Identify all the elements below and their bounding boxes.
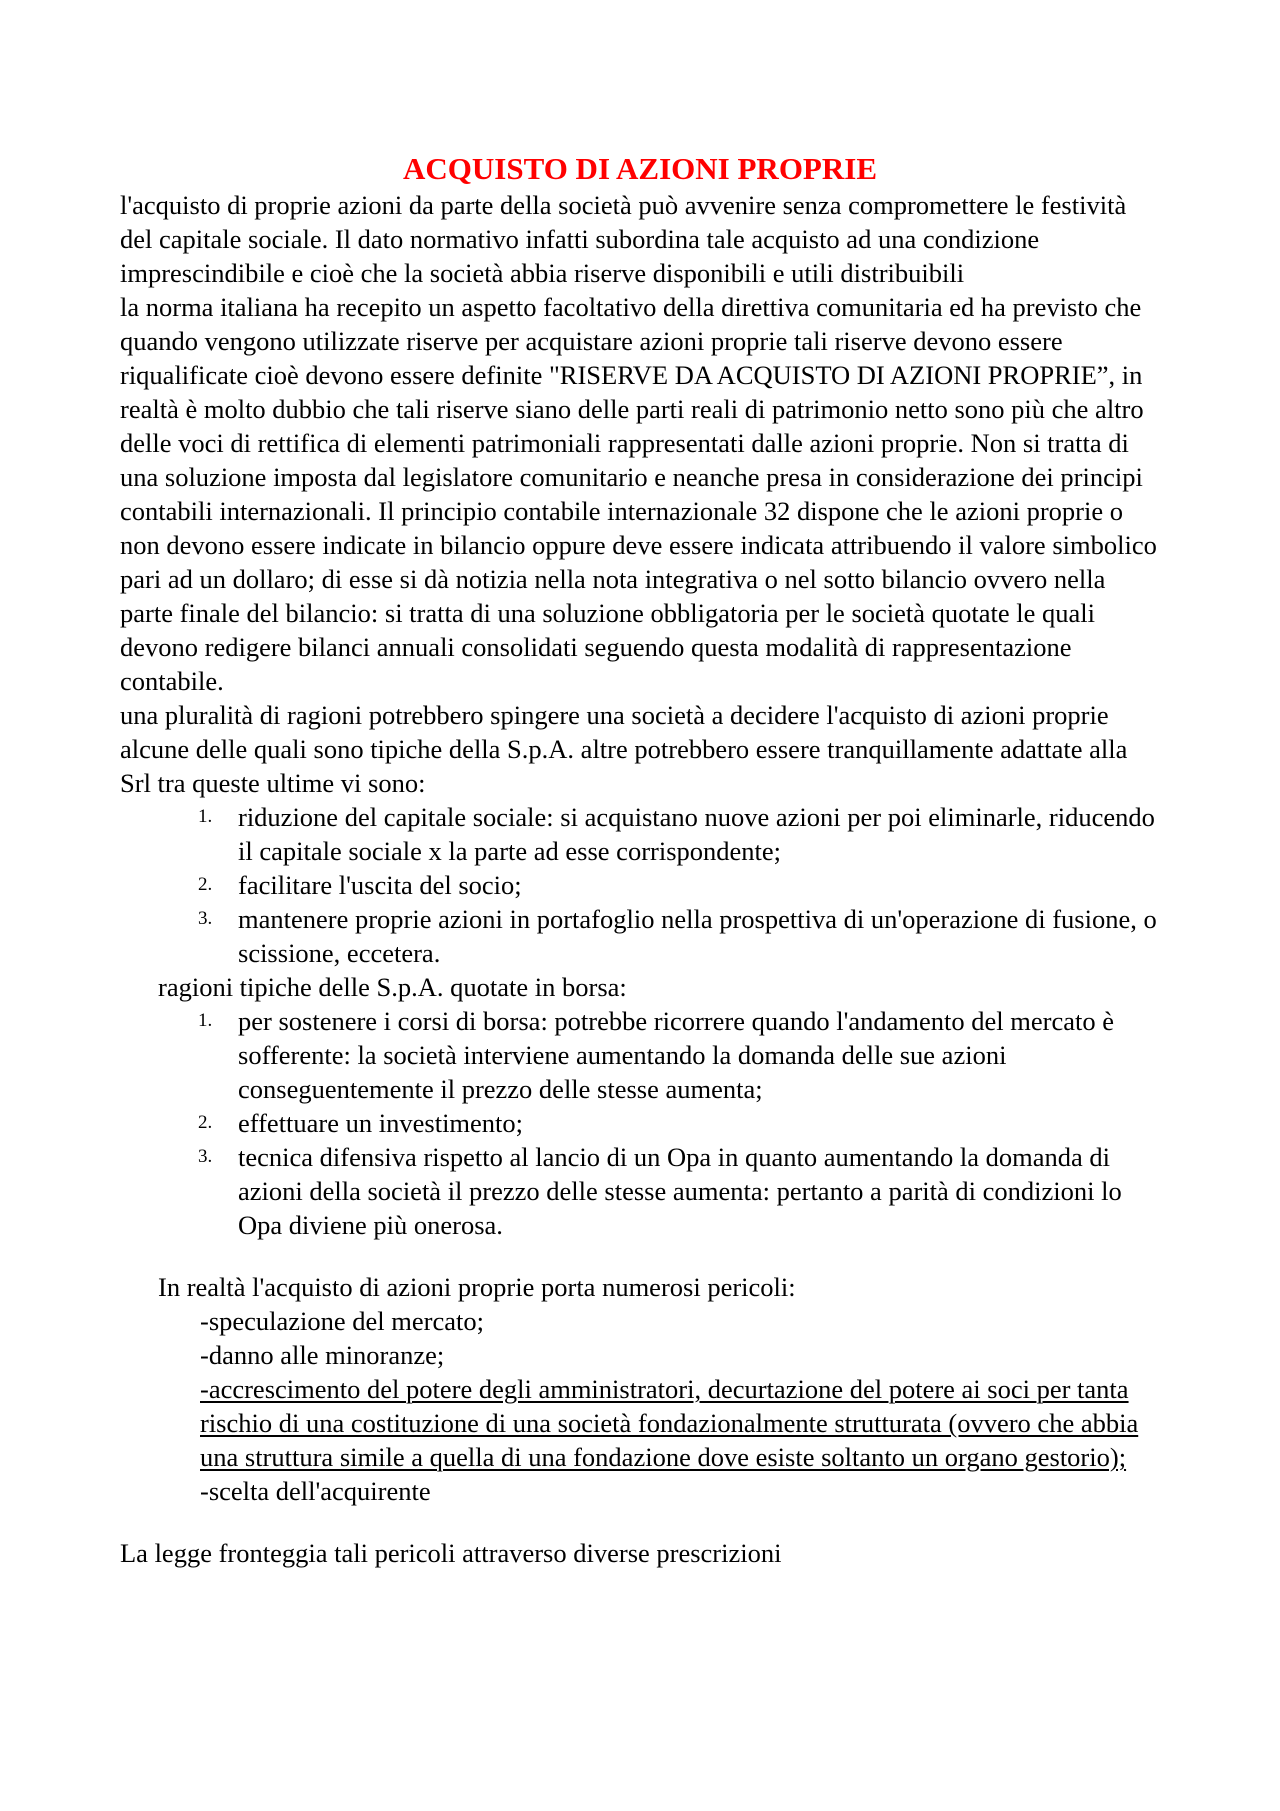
danger-item-text: -danno alle minoranze; bbox=[200, 1340, 445, 1370]
list-item-number: 1. bbox=[198, 1010, 213, 1031]
danger-item-text: -accrescimento del potere degli amministratori, decurtazione del potere ai soci per tanta rischio di una costituzione di una società fondazionalmente strutturata (ovvero che abbia una struttura simile a quella di una fondazione dove esiste soltanto un organo gestorio); bbox=[200, 1374, 1139, 1472]
listed-reasons-label: ragioni tipiche delle S.p.A. quotate in borsa: bbox=[158, 972, 627, 1002]
list-item-text: mantenere proprie azioni in portafoglio nella prospettiva di un'operazione di fusione, o scissione, eccetera. bbox=[238, 904, 1157, 968]
paragraph-3: una pluralità di ragioni potrebbero spingere una società a decidere l'acquisto di azioni proprie alcune delle quali sono tipiche della S.p.A. altre potrebbero essere tranquillamente adattate alla Srl tra queste ultime vi sono: bbox=[120, 700, 1128, 798]
closing-paragraph: La legge fronteggia tali pericoli attraverso diverse prescrizioni bbox=[120, 1538, 782, 1568]
list-item-text: tecnica difensiva rispetto al lancio di un Opa in quanto aumentando la domanda di azioni della società il prezzo delle stesse aumenta: pertanto a parità di condizioni lo Opa diviene più onerosa. bbox=[238, 1142, 1122, 1240]
list-item-number: 3. bbox=[198, 1146, 213, 1167]
danger-item bbox=[120, 1474, 1160, 1508]
spacer bbox=[120, 1508, 1160, 1536]
paragraph-1: l'acquisto di proprie azioni da parte della società può avvenire senza compromettere le festività del capitale sociale. Il dato normativo infatti subordina tale acquisto ad una condizione imprescindibile e cioè che la società abbia riserve disponibili e utili distribuibili bbox=[120, 190, 1127, 288]
danger-item-text: -speculazione del mercato; bbox=[200, 1306, 484, 1336]
spacer bbox=[120, 1242, 1160, 1270]
dangers-list bbox=[120, 1304, 1160, 1508]
list-item-number: 2. bbox=[198, 1112, 213, 1133]
list-item-number: 2. bbox=[198, 874, 213, 895]
list-item-text: per sostenere i corsi di borsa: potrebbe ricorrere quando l'andamento del mercato è sofferente: la società interviene aumentando la domanda delle sue azioni conseguentemente il prezzo delle stesse aumenta; bbox=[238, 1006, 1114, 1104]
list-item-text: riduzione del capitale sociale: si acquistano nuove azioni per poi eliminarle, riducendo il capitale sociale x la parte ad esse corrispondente; bbox=[238, 802, 1155, 866]
list-item bbox=[120, 800, 1160, 868]
list-item bbox=[120, 1106, 1160, 1140]
document-title: ACQUISTO DI AZIONI PROPRIE bbox=[403, 151, 877, 186]
danger-item bbox=[120, 1304, 1160, 1338]
list-item bbox=[120, 1140, 1160, 1242]
list-item-number: 3. bbox=[198, 908, 213, 929]
list-item bbox=[120, 902, 1160, 970]
listed-reasons-list bbox=[120, 1004, 1160, 1242]
list-item-text: effettuare un investimento; bbox=[238, 1108, 524, 1138]
reasons-list bbox=[120, 800, 1160, 970]
paragraph-2: la norma italiana ha recepito un aspetto facoltativo della direttiva comunitaria ed ha previsto che quando vengono utilizzate riserve per acquistare azioni proprie tali riserve devono essere riqualificate cioè devono essere definite "RISERVE DA ACQUISTO DI AZIONI PROPRIE”, in realtà è molto dubbio che tali riserve siano delle parti reali di patrimonio netto sono più che altro delle voci di rettifica di elementi patrimoniali rappresentati dalle azioni proprie. Non si tratta di una soluzione imposta dal legislatore comunitario e neanche presa in considerazione dei principi contabili internazionali. Il principio contabile internazionale 32 dispone che le azioni proprie o non devono essere indicate in bilancio oppure deve essere indicata attribuendo il valore simbolico pari ad un dollaro; di esse si dà notizia nella nota integrativa o nel sotto bilancio ovvero nella parte finale del bilancio: si tratta di una soluzione obbligatoria per le società quotate le quali devono redigere bilanci annuali consolidati seguendo questa modalità di rappresentazione contabile. bbox=[120, 292, 1157, 696]
list-item-number: 1. bbox=[198, 806, 213, 827]
list-item bbox=[120, 868, 1160, 902]
danger-item-underlined bbox=[120, 1372, 1160, 1474]
dangers-intro: In realtà l'acquisto di azioni proprie porta numerosi pericoli: bbox=[158, 1272, 796, 1302]
danger-item bbox=[120, 1338, 1160, 1372]
list-item bbox=[120, 1004, 1160, 1106]
danger-item-text: -scelta dell'acquirente bbox=[200, 1476, 431, 1506]
list-item-text: facilitare l'uscita del socio; bbox=[238, 870, 522, 900]
